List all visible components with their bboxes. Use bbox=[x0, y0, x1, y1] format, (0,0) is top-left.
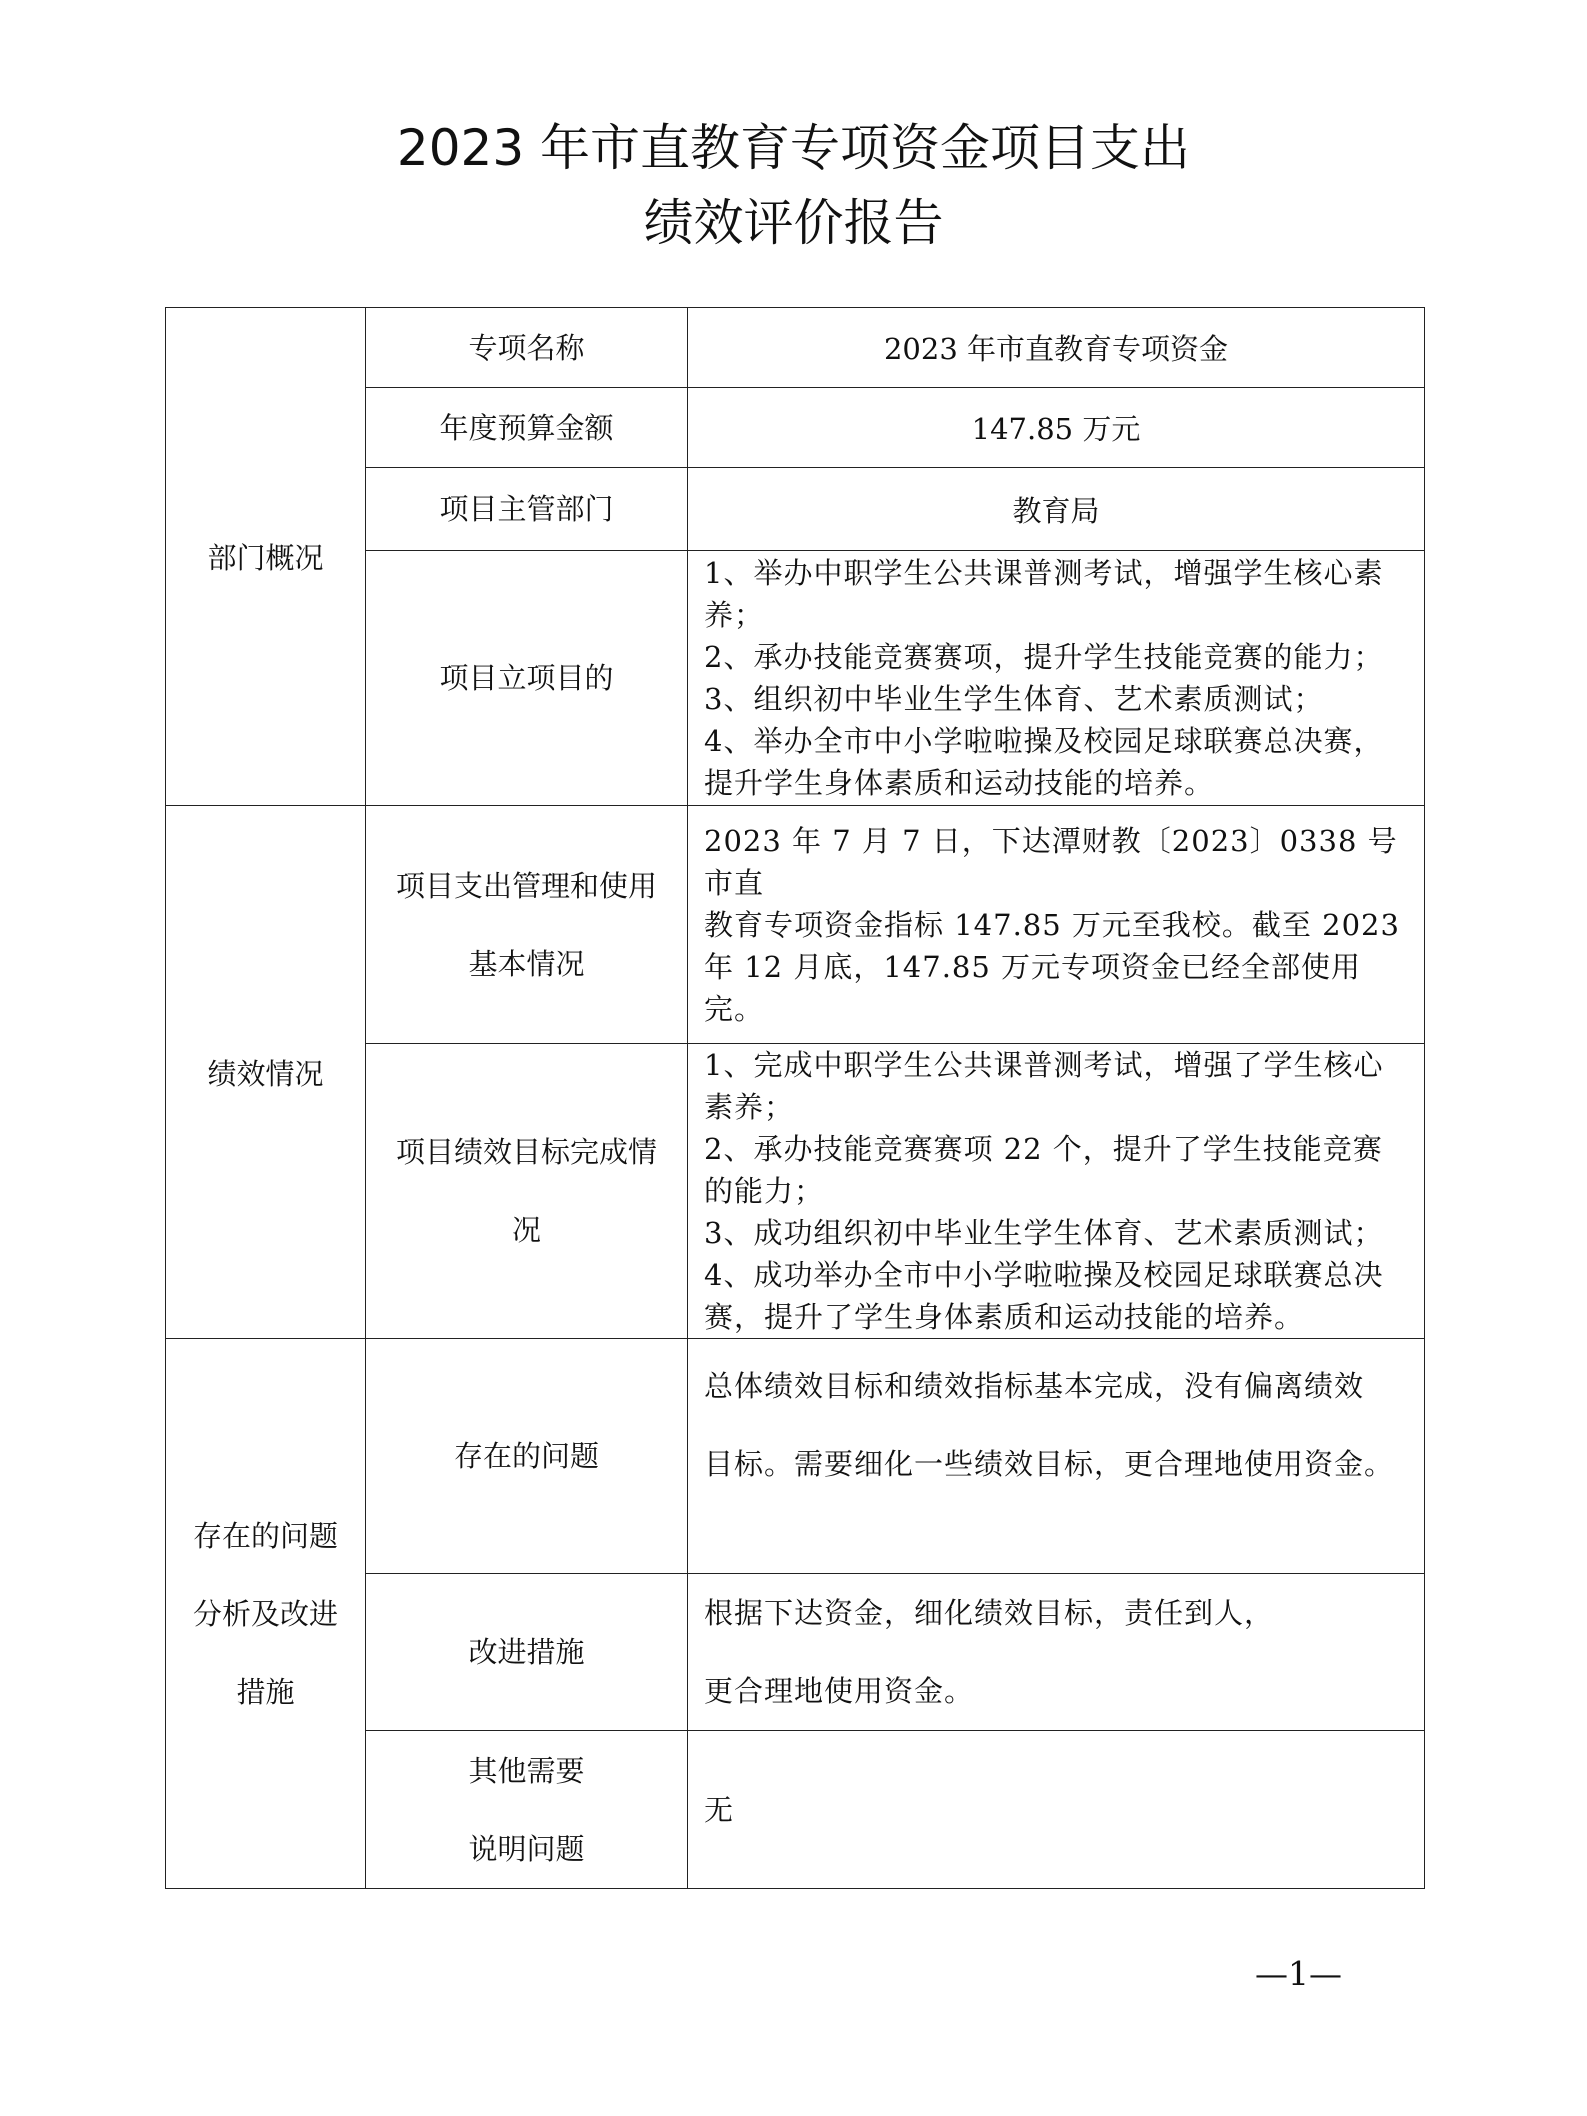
section-header-line: 存在的问题 bbox=[192, 1518, 338, 1553]
text-line: 提升学生身体素质和运动技能的培养。 bbox=[704, 766, 1215, 800]
text-line: 4、举办全市中小学啦啦操及校园足球联赛总决赛， bbox=[704, 724, 1384, 758]
label-goal-completion bbox=[366, 1044, 688, 1339]
text-line: 2023 年 7 月 7 日，下达潭财教〔2023〕0338 号市直 bbox=[704, 823, 1398, 900]
text-line: 3、成功组织初中毕业生学生体育、艺术素质测试； bbox=[704, 1216, 1384, 1250]
text-line: 3、组织初中毕业生学生体育、艺术素质测试； bbox=[704, 682, 1324, 716]
value-annual-budget: 147.85 万元 bbox=[688, 388, 1425, 468]
value-improvement-measures bbox=[688, 1574, 1425, 1731]
value-expenditure-management bbox=[688, 806, 1425, 1044]
label-expenditure-management bbox=[366, 806, 688, 1044]
text-line: 年 12 月底，147.85 万元专项资金已经全部使用完。 bbox=[704, 949, 1362, 1026]
text-line: 2、承办技能竞赛赛项 22 个，提升了学生技能竞赛 bbox=[704, 1132, 1383, 1166]
label-line: 说明问题 bbox=[468, 1831, 585, 1866]
text-line: 教育专项资金指标 147.85 万元至我校。截至 2023 bbox=[704, 907, 1400, 942]
text-line: 养； bbox=[704, 598, 765, 632]
page-number: —1— bbox=[1255, 1954, 1342, 1993]
text-line: 4、成功举办全市中小学啦啦操及校园足球联赛总决 bbox=[704, 1258, 1384, 1292]
label-project-name: 专项名称 bbox=[366, 308, 688, 388]
section-header-performance: 绩效情况 bbox=[166, 806, 366, 1339]
value-managing-department: 教育局 bbox=[688, 468, 1425, 551]
text-line: 1、举办中职学生公共课普测考试，增强学生核心素 bbox=[704, 556, 1384, 590]
text-line: 目标。需要细化一些绩效目标，更合理地使用资金。 bbox=[704, 1447, 1395, 1481]
text-line: 根据下达资金，细化绩效目标，责任到人， bbox=[704, 1596, 1275, 1630]
evaluation-table bbox=[165, 307, 1425, 1889]
value-project-purpose bbox=[688, 551, 1425, 806]
section-header-issues bbox=[166, 1339, 366, 1889]
text-line: 总体绩效目标和绩效指标基本完成，没有偏离绩效 bbox=[704, 1369, 1365, 1403]
label-line: 基本情况 bbox=[468, 946, 585, 981]
label-project-purpose: 项目立项目的 bbox=[366, 551, 688, 806]
report-title-line2: 绩效评价报告 bbox=[643, 194, 944, 252]
label-managing-department: 项目主管部门 bbox=[366, 468, 688, 551]
label-line: 况 bbox=[511, 1213, 541, 1247]
section-header-line: 措施 bbox=[236, 1674, 295, 1709]
label-line: 项目绩效目标完成情 bbox=[395, 1135, 657, 1169]
label-existing-problems: 存在的问题 bbox=[366, 1339, 688, 1574]
text-line: 2、承办技能竞赛赛项，提升学生技能竞赛的能力； bbox=[704, 640, 1384, 674]
text-line: 素养； bbox=[704, 1090, 795, 1124]
label-line: 项目支出管理和使用 bbox=[395, 868, 657, 903]
text-line: 赛，提升了学生身体素质和运动技能的培养。 bbox=[704, 1300, 1305, 1334]
value-project-name: 2023 年市直教育专项资金 bbox=[688, 308, 1425, 388]
section-header-line: 分析及改进 bbox=[192, 1596, 338, 1631]
value-goal-completion bbox=[688, 1044, 1425, 1339]
value-existing-problems bbox=[688, 1339, 1425, 1574]
text-line: 更合理地使用资金。 bbox=[704, 1674, 975, 1708]
text-line: 的能力； bbox=[704, 1174, 825, 1208]
label-line: 其他需要 bbox=[468, 1753, 585, 1788]
label-annual-budget: 年度预算金额 bbox=[366, 388, 688, 468]
text-line: 1、完成中职学生公共课普测考试，增强了学生核心 bbox=[704, 1048, 1384, 1082]
section-header-overview: 部门概况 bbox=[166, 308, 366, 806]
text-line: 无 bbox=[704, 1792, 735, 1827]
label-other-notes bbox=[366, 1731, 688, 1889]
label-improvement-measures: 改进措施 bbox=[366, 1574, 688, 1731]
value-other-notes bbox=[688, 1731, 1425, 1889]
report-title-line1: 2023 年市直教育专项资金项目支出 bbox=[396, 119, 1191, 177]
